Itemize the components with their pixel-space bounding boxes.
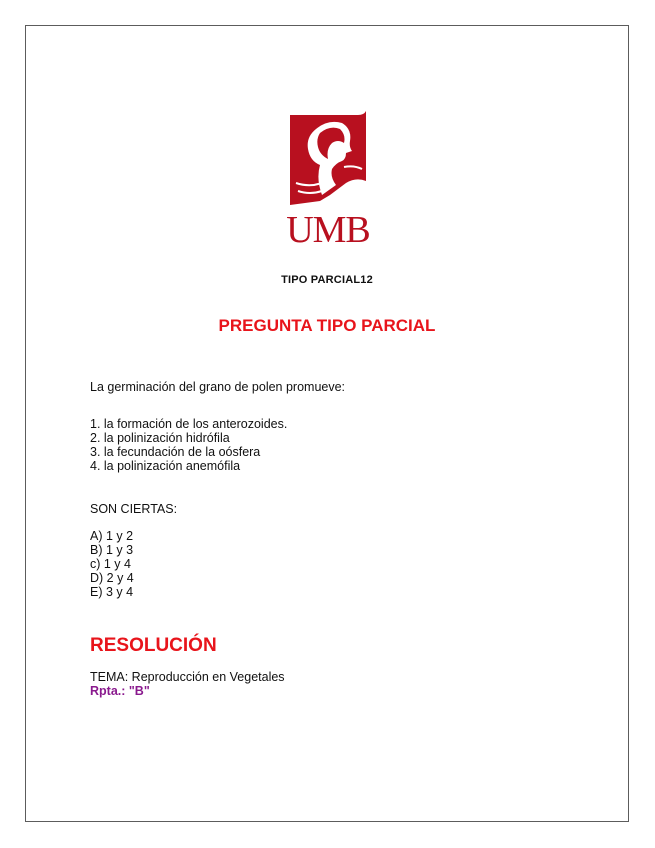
- option-item: D) 2 y 4: [90, 571, 134, 585]
- statement-list: [90, 417, 287, 473]
- document-title: PREGUNTA TIPO PARCIAL: [218, 316, 436, 335]
- statement-item: 2. la polinización hidrófila: [90, 431, 230, 445]
- statement-item: 1. la formación de los anterozoides.: [90, 417, 288, 431]
- umb-logo: [286, 109, 396, 264]
- option-item: c) 1 y 4: [90, 557, 131, 571]
- option-item: A) 1 y 2: [90, 529, 134, 543]
- logo-emblem-icon: [286, 109, 370, 209]
- statement-item: 3. la fecundación de la oósfera: [90, 445, 261, 459]
- resolution-topic: TEMA: Reproducción en Vegetales: [90, 670, 285, 684]
- document-subtitle: TIPO PARCIAL12: [281, 274, 373, 286]
- statement-item: 4. la polinización anemófila: [90, 459, 241, 473]
- option-item: E) 3 y 4: [90, 585, 134, 599]
- instruction-text: SON CIERTAS:: [90, 502, 178, 516]
- option-list: [90, 529, 134, 599]
- option-item: B) 1 y 3: [90, 543, 134, 557]
- resolution-answer: Rpta.: "B": [90, 684, 150, 698]
- question-prompt: La germinación del grano de polen promueve:: [90, 380, 346, 394]
- document-page: [25, 25, 629, 822]
- resolution-title: RESOLUCIÓN: [90, 635, 217, 656]
- logo-text: UMB: [286, 209, 370, 251]
